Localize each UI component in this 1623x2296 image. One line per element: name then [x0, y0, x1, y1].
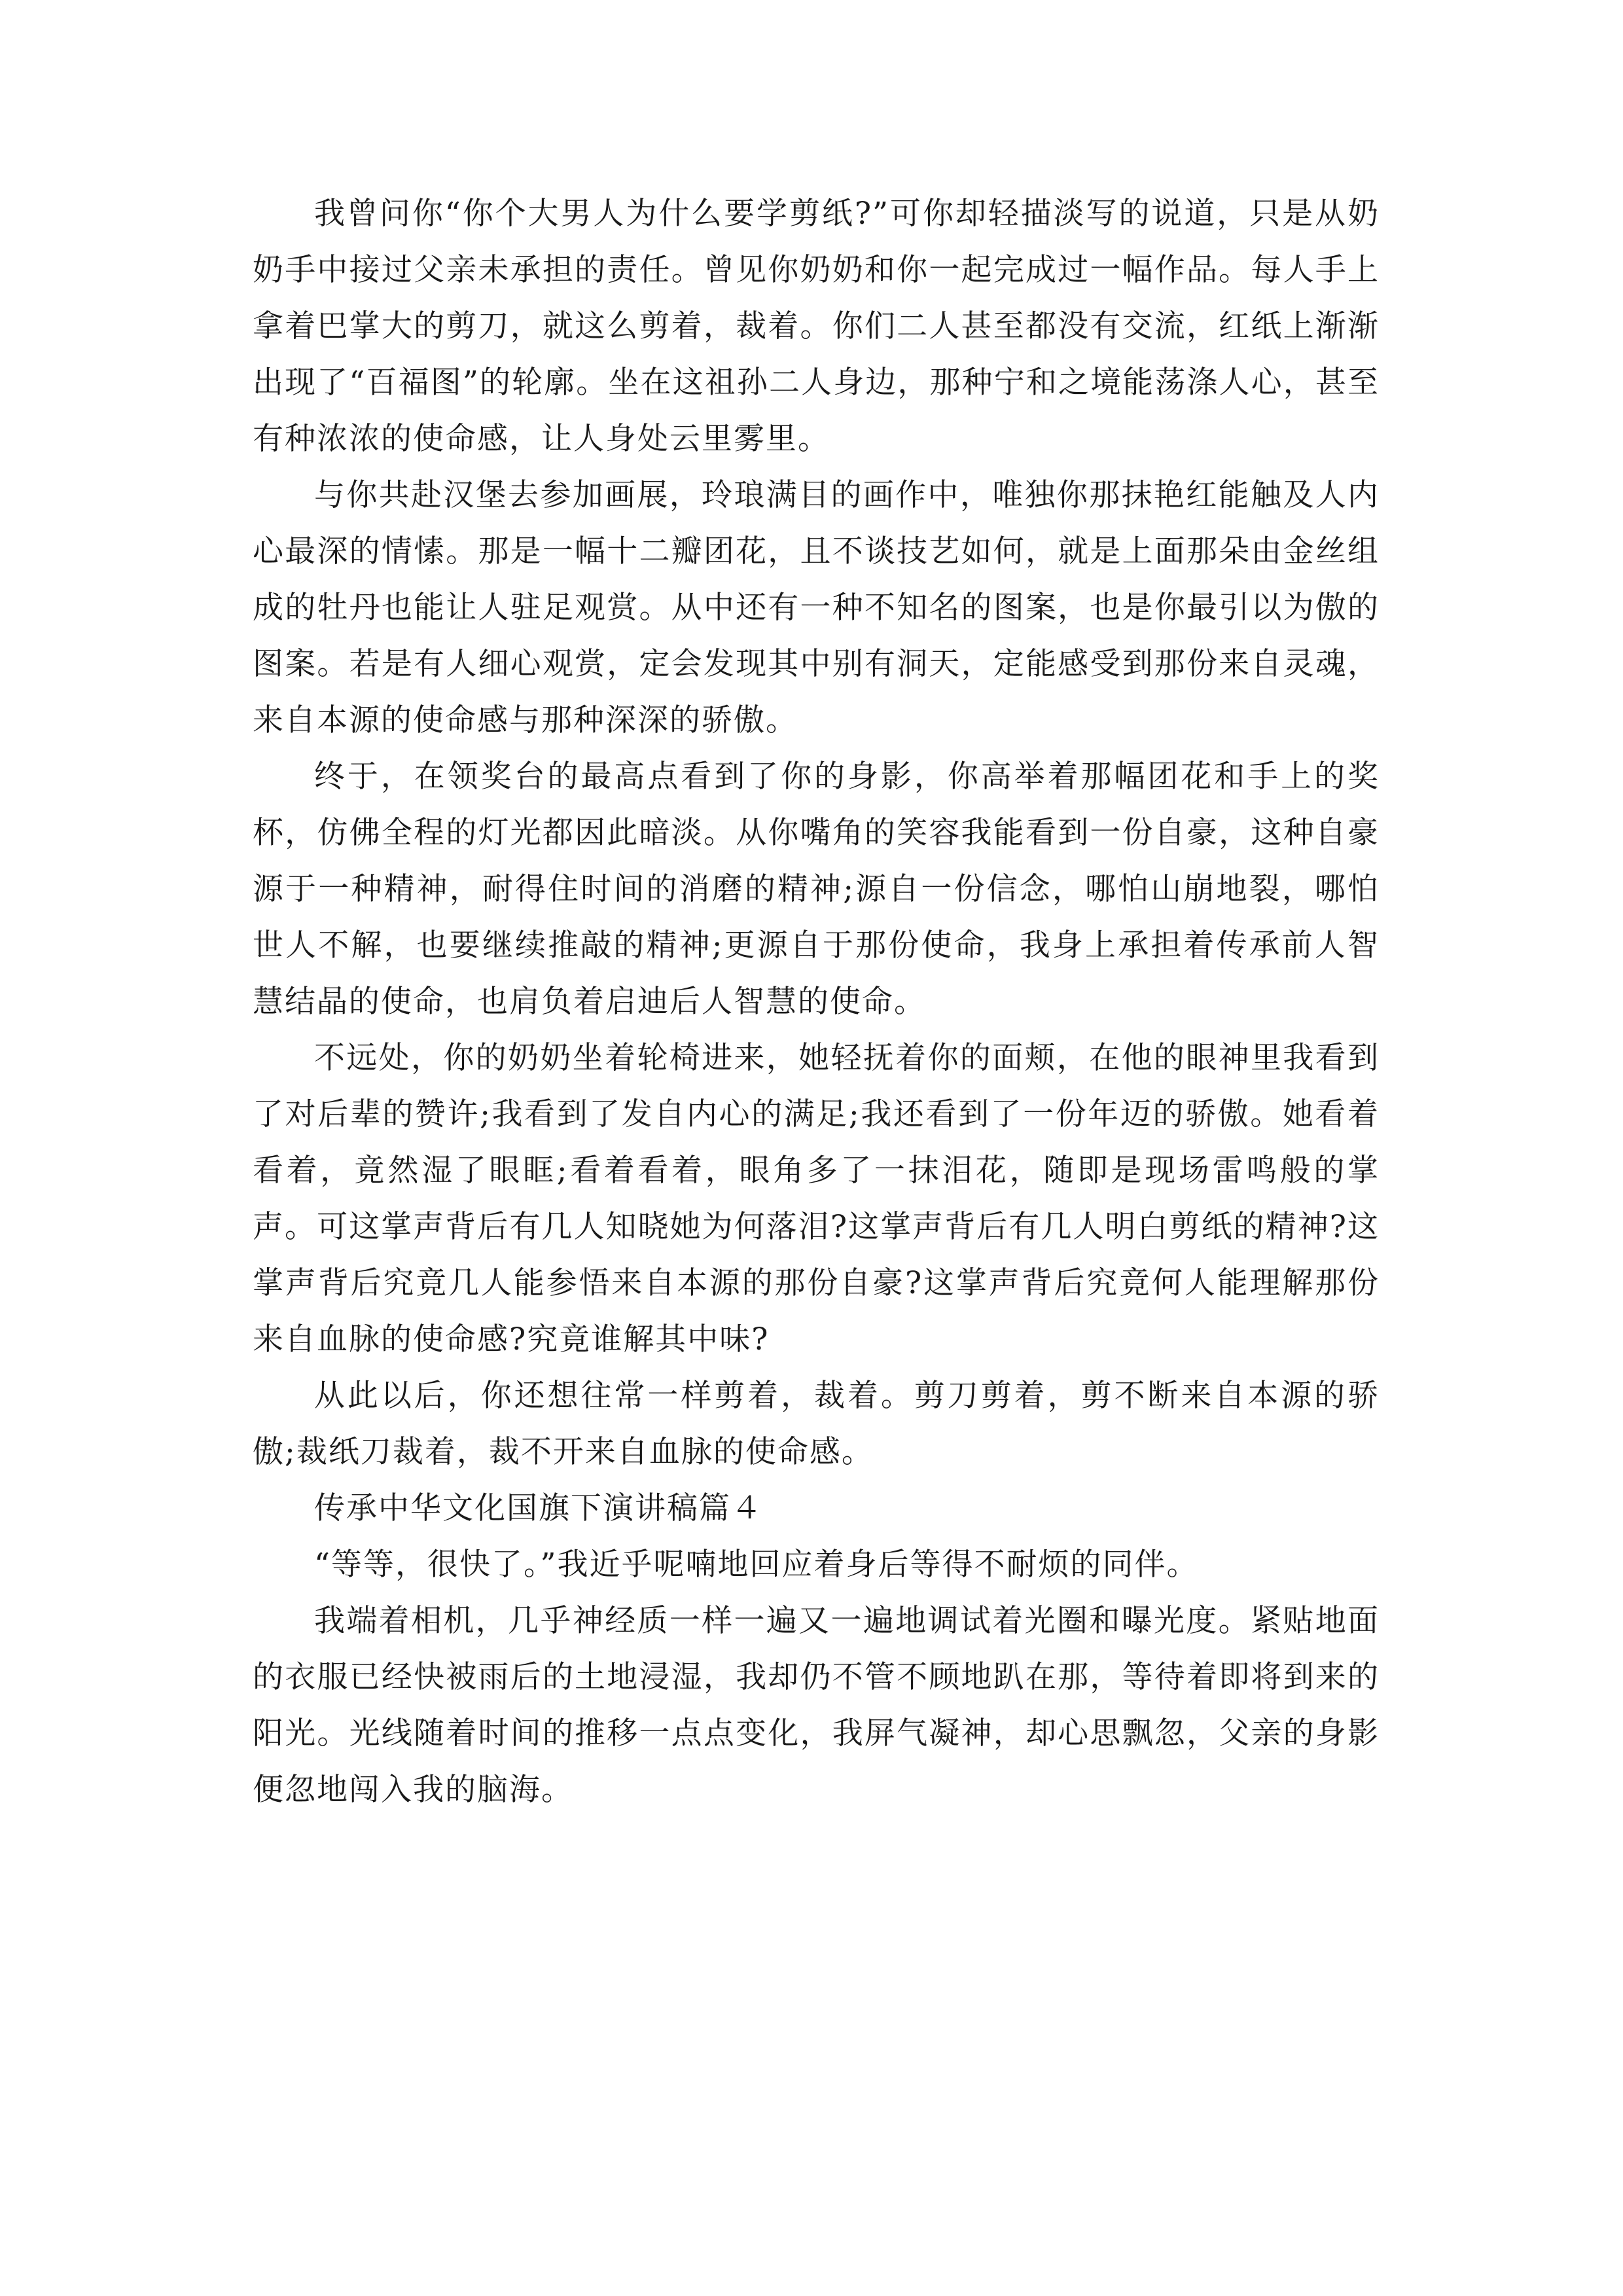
paragraph-6: “等等，很快了。”我近乎呢喃地回应着身后等得不耐烦的同伴。	[314, 1547, 1199, 1583]
paragraph-3: 终于，在领奖台的最高点看到了你的身影，你高举着那幅团花和手上的奖杯，仿佛全程的灯光都因此暗淡。从你嘴角的笑容我能看到一份自豪，这种自豪源于一种精神，耐得住时间的消磨的精神;源自一份信念，哪怕山崩地裂，哪怕世人不解，也要继续推敲的精神;更源自于那份使命，我身上承担着传承前人智慧结晶的使命，也肩负着启迪后人智慧的使命。	[253, 759, 1380, 1020]
paragraph-7: 我端着相机，几乎神经质一样一遍又一遍地调试着光圈和曝光度。紧贴地面的衣服已经快被雨后的土地浸湿，我却仍不管不顾地趴在那，等待着即将到来的阳光。光线随着时间的推移一点点变化，我屏气凝神，却心思飘忽，父亲的身影便忽地闯入我的脑海。	[253, 1603, 1380, 1808]
paragraph-4: 不远处，你的奶奶坐着轮椅进来，她轻抚着你的面颊，在他的眼神里我看到了对后辈的赞许;我看到了发自内心的满足;我还看到了一份年迈的骄傲。她看着看着，竟然湿了眼眶;看着看着，眼角多了一抹泪花，随即是现场雷鸣般的掌声。可这掌声背后有几人知晓她为何落泪?这掌声背后有几人明白剪纸的精神?这掌声背后究竟几人能参悟来自本源的那份自豪?这掌声背后究竟何人能理解那份来自血脉的使命感?究竟谁解其中味?	[253, 1040, 1380, 1357]
document-body	[253, 186, 1380, 1818]
paragraph-5: 从此以后，你还想往常一样剪着，裁着。剪刀剪着，剪不断来自本源的骄傲;裁纸刀裁着，裁不开来自血脉的使命感。	[253, 1378, 1380, 1470]
section-heading: 传承中华文化国旗下演讲稿篇４	[314, 1490, 763, 1526]
paragraph-2: 与你共赴汉堡去参加画展，玲琅满目的画作中，唯独你那抹艳红能触及人内心最深的情愫。那是一幅十二瓣团花，且不谈技艺如何，就是上面那朵由金丝组成的牡丹也能让人驻足观赏。从中还有一种不知名的图案，也是你最引以为傲的图案。若是有人细心观赏，定会发现其中别有洞天，定能感受到那份来自灵魂，来自本源的使命感与那种深深的骄傲。	[253, 477, 1380, 738]
paragraph-1: 我曾问你“你个大男人为什么要学剪纸?”可你却轻描淡写的说道，只是从奶奶手中接过父亲未承担的责任。曾见你奶奶和你一起完成过一幅作品。每人手上拿着巴掌大的剪刀，就这么剪着，裁着。你们二人甚至都没有交流，红纸上渐渐出现了“百福图”的轮廓。坐在这祖孙二人身边，那种宁和之境能荡涤人心，甚至有种浓浓的使命感，让人身处云里雾里。	[253, 196, 1380, 457]
